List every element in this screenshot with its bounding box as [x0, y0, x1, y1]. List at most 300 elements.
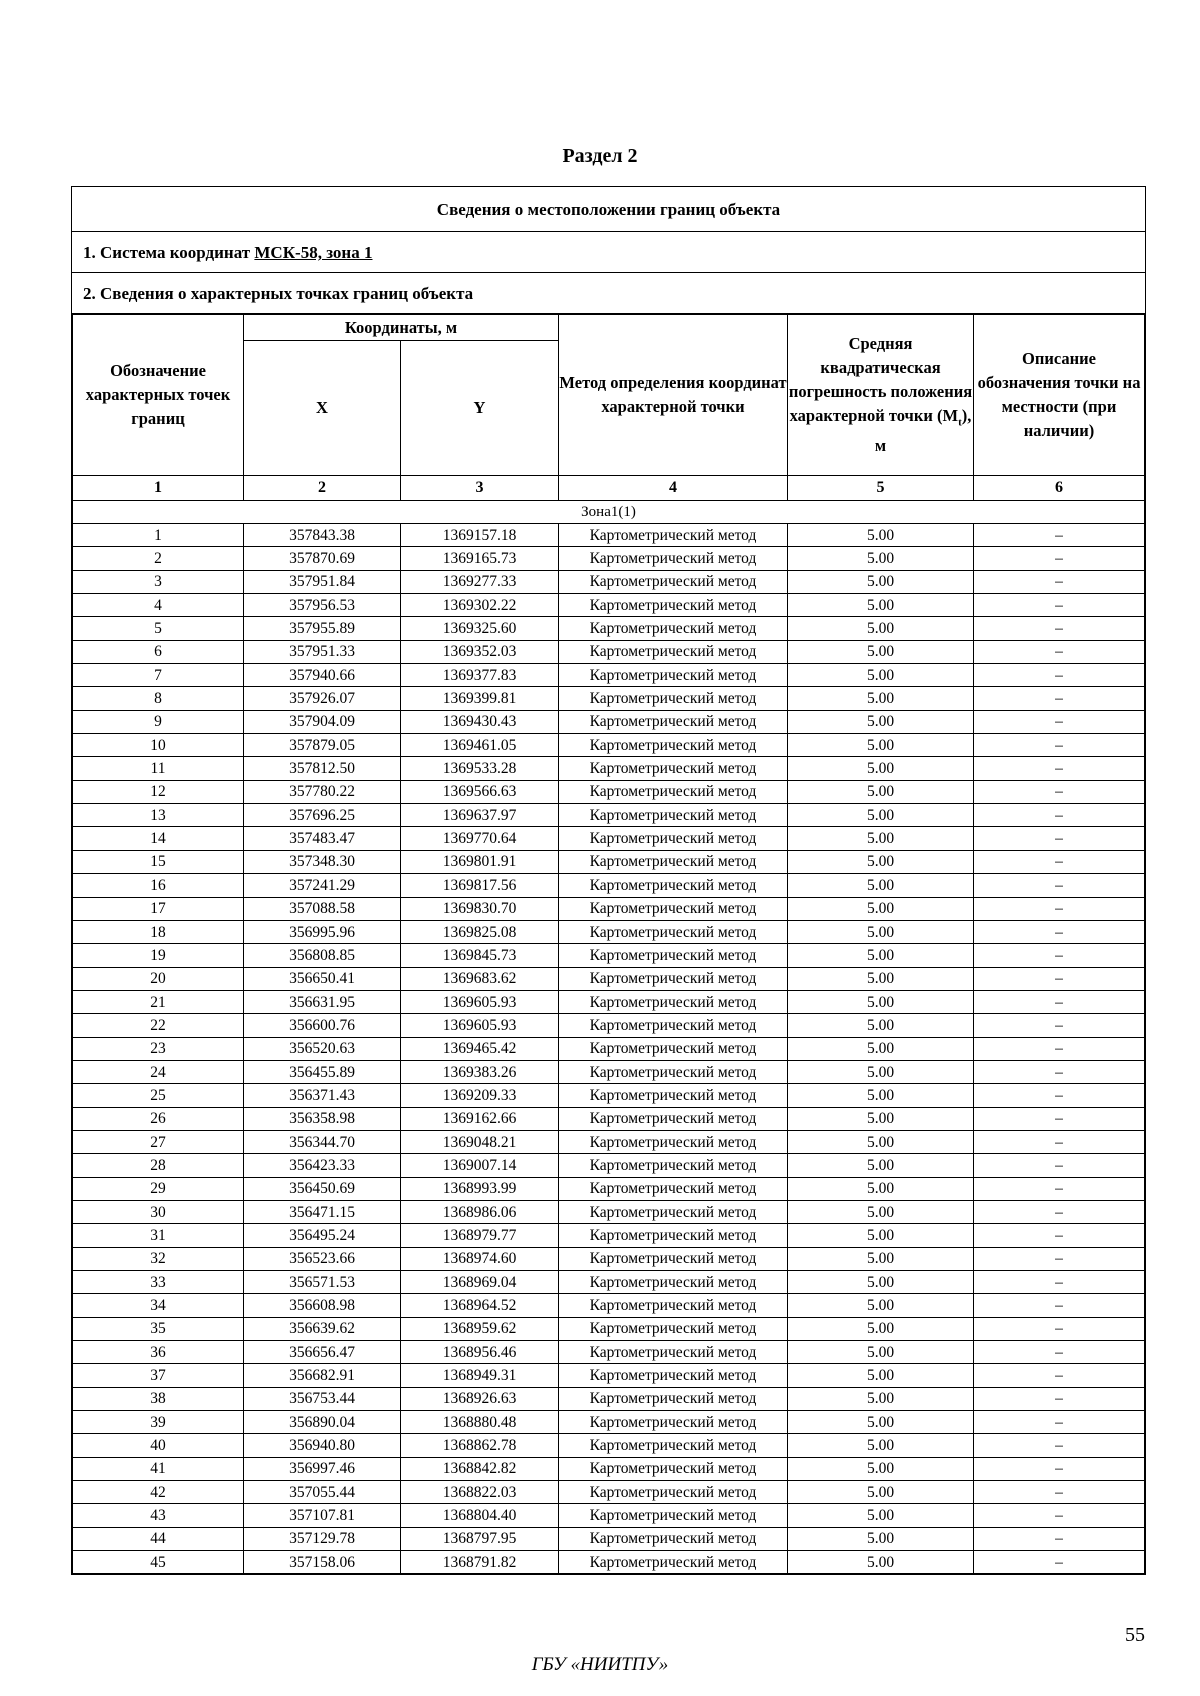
- x-cell: 357926.07: [244, 687, 401, 710]
- error-cell: 5.00: [788, 920, 974, 943]
- method-cell: Картометрический метод: [559, 1271, 788, 1294]
- y-cell: 1369817.56: [401, 874, 559, 897]
- method-cell: Картометрический метод: [559, 804, 788, 827]
- table-row: [73, 780, 1145, 803]
- description-cell: –: [974, 1060, 1145, 1083]
- boundary-info-frame: [71, 186, 1146, 1575]
- x-cell: 356995.96: [244, 920, 401, 943]
- table-row: [73, 1434, 1145, 1457]
- y-cell: 1369162.66: [401, 1107, 559, 1130]
- error-cell: 5.00: [788, 850, 974, 873]
- description-cell: –: [974, 1130, 1145, 1153]
- point-id-cell: 23: [73, 1037, 244, 1060]
- y-cell: 1369277.33: [401, 570, 559, 593]
- error-cell: 5.00: [788, 1271, 974, 1294]
- point-id-cell: 15: [73, 850, 244, 873]
- method-cell: Картометрический метод: [559, 1037, 788, 1060]
- table-row: [73, 1481, 1145, 1504]
- description-cell: –: [974, 757, 1145, 780]
- table-row: [73, 640, 1145, 663]
- table-row: [73, 1527, 1145, 1550]
- y-cell: 1369465.42: [401, 1037, 559, 1060]
- table-row: [73, 1411, 1145, 1434]
- description-cell: –: [974, 734, 1145, 757]
- x-cell: 356358.98: [244, 1107, 401, 1130]
- x-cell: 357129.78: [244, 1527, 401, 1550]
- coord-system-line: [72, 232, 1145, 273]
- x-cell: 356608.98: [244, 1294, 401, 1317]
- point-id-cell: 10: [73, 734, 244, 757]
- x-cell: 357955.89: [244, 617, 401, 640]
- error-cell: 5.00: [788, 1247, 974, 1270]
- description-cell: –: [974, 1247, 1145, 1270]
- method-cell: Картометрический метод: [559, 1411, 788, 1434]
- description-cell: –: [974, 710, 1145, 733]
- table-row: [73, 710, 1145, 733]
- table-row: [73, 1294, 1145, 1317]
- y-cell: 1368993.99: [401, 1177, 559, 1200]
- point-id-cell: 18: [73, 920, 244, 943]
- column-numbers-row: [73, 476, 1145, 501]
- error-cell: 5.00: [788, 664, 974, 687]
- x-cell: 356423.33: [244, 1154, 401, 1177]
- method-cell: Картометрический метод: [559, 897, 788, 920]
- y-cell: 1369637.97: [401, 804, 559, 827]
- y-cell: 1369845.73: [401, 944, 559, 967]
- x-cell: 356650.41: [244, 967, 401, 990]
- method-cell: Картометрический метод: [559, 1481, 788, 1504]
- error-cell: 5.00: [788, 1504, 974, 1527]
- error-cell: 5.00: [788, 547, 974, 570]
- table-row: [73, 1364, 1145, 1387]
- description-cell: –: [974, 1224, 1145, 1247]
- table-row: [73, 897, 1145, 920]
- description-cell: –: [974, 1200, 1145, 1223]
- error-cell: 5.00: [788, 1224, 974, 1247]
- column-number: 3: [401, 476, 559, 501]
- description-cell: –: [974, 874, 1145, 897]
- error-cell: 5.00: [788, 640, 974, 663]
- y-cell: 1368969.04: [401, 1271, 559, 1294]
- x-cell: 356808.85: [244, 944, 401, 967]
- point-id-cell: 25: [73, 1084, 244, 1107]
- y-cell: 1368791.82: [401, 1551, 559, 1574]
- method-cell: Картометрический метод: [559, 944, 788, 967]
- method-cell: Картометрический метод: [559, 1317, 788, 1340]
- table-row: [73, 967, 1145, 990]
- y-cell: 1369801.91: [401, 850, 559, 873]
- table-row: [73, 1551, 1145, 1574]
- point-id-cell: 39: [73, 1411, 244, 1434]
- description-cell: –: [974, 524, 1145, 547]
- error-cell: 5.00: [788, 967, 974, 990]
- table-row: [73, 1247, 1145, 1270]
- y-cell: 1369383.26: [401, 1060, 559, 1083]
- y-cell: 1369770.64: [401, 827, 559, 850]
- description-cell: –: [974, 967, 1145, 990]
- point-id-cell: 3: [73, 570, 244, 593]
- description-cell: –: [974, 1084, 1145, 1107]
- point-id-cell: 16: [73, 874, 244, 897]
- point-id-cell: 17: [73, 897, 244, 920]
- method-cell: Картометрический метод: [559, 757, 788, 780]
- description-cell: –: [974, 1504, 1145, 1527]
- y-cell: 1369352.03: [401, 640, 559, 663]
- error-cell: 5.00: [788, 1177, 974, 1200]
- point-id-cell: 44: [73, 1527, 244, 1550]
- table-row: [73, 1224, 1145, 1247]
- table-row: [73, 944, 1145, 967]
- description-cell: –: [974, 1364, 1145, 1387]
- x-cell: 356495.24: [244, 1224, 401, 1247]
- description-cell: –: [974, 920, 1145, 943]
- error-cell: 5.00: [788, 1411, 974, 1434]
- y-cell: 1368956.46: [401, 1341, 559, 1364]
- coord-system-prefix: 1. Система координат: [83, 243, 255, 262]
- y-cell: 1369830.70: [401, 897, 559, 920]
- table-row: [73, 734, 1145, 757]
- col-header-error: Средняя квадратическая погрешность положения характерной точки $(M_t)$, м: [788, 315, 974, 476]
- error-cell: 5.00: [788, 757, 974, 780]
- description-cell: –: [974, 664, 1145, 687]
- x-cell: 357107.81: [244, 1504, 401, 1527]
- column-number: 4: [559, 476, 788, 501]
- description-cell: –: [974, 990, 1145, 1013]
- table-row: [73, 547, 1145, 570]
- description-cell: –: [974, 1294, 1145, 1317]
- method-cell: Картометрический метод: [559, 1084, 788, 1107]
- method-cell: Картометрический метод: [559, 734, 788, 757]
- x-cell: 357780.22: [244, 780, 401, 803]
- x-cell: 357843.38: [244, 524, 401, 547]
- y-cell: 1369399.81: [401, 687, 559, 710]
- description-cell: –: [974, 1341, 1145, 1364]
- point-id-cell: 21: [73, 990, 244, 1013]
- table-row: [73, 1271, 1145, 1294]
- x-cell: 357483.47: [244, 827, 401, 850]
- method-cell: Картометрический метод: [559, 1107, 788, 1130]
- point-id-cell: 4: [73, 594, 244, 617]
- error-cell: 5.00: [788, 897, 974, 920]
- point-id-cell: 28: [73, 1154, 244, 1177]
- method-cell: Картометрический метод: [559, 547, 788, 570]
- point-id-cell: 22: [73, 1014, 244, 1037]
- table-row: [73, 1177, 1145, 1200]
- description-cell: –: [974, 897, 1145, 920]
- description-cell: –: [974, 850, 1145, 873]
- x-cell: 357348.30: [244, 850, 401, 873]
- description-cell: –: [974, 1107, 1145, 1130]
- method-cell: Картометрический метод: [559, 1504, 788, 1527]
- col-header-method: Метод определения координат характерной точки: [559, 315, 788, 476]
- x-cell: 356450.69: [244, 1177, 401, 1200]
- point-id-cell: 30: [73, 1200, 244, 1223]
- point-id-cell: 7: [73, 664, 244, 687]
- table-row: [73, 1154, 1145, 1177]
- method-cell: Картометрический метод: [559, 524, 788, 547]
- point-id-cell: 40: [73, 1434, 244, 1457]
- point-id-cell: 36: [73, 1341, 244, 1364]
- y-cell: 1369430.43: [401, 710, 559, 733]
- error-cell: 5.00: [788, 1037, 974, 1060]
- x-cell: 357696.25: [244, 804, 401, 827]
- x-cell: 356940.80: [244, 1434, 401, 1457]
- method-cell: Картометрический метод: [559, 1200, 788, 1223]
- x-cell: 356682.91: [244, 1364, 401, 1387]
- description-cell: –: [974, 780, 1145, 803]
- x-cell: 357904.09: [244, 710, 401, 733]
- y-cell: 1368880.48: [401, 1411, 559, 1434]
- point-id-cell: 38: [73, 1387, 244, 1410]
- table-row: [73, 664, 1145, 687]
- error-cell: 5.00: [788, 1434, 974, 1457]
- description-cell: –: [974, 1551, 1145, 1574]
- description-cell: –: [974, 1037, 1145, 1060]
- point-id-cell: 2: [73, 547, 244, 570]
- point-id-cell: 42: [73, 1481, 244, 1504]
- method-cell: Картометрический метод: [559, 1130, 788, 1153]
- description-cell: –: [974, 944, 1145, 967]
- zone-row: [73, 501, 1145, 524]
- table-row: [73, 1037, 1145, 1060]
- table-row: [73, 804, 1145, 827]
- point-id-cell: 20: [73, 967, 244, 990]
- description-cell: –: [974, 547, 1145, 570]
- description-cell: –: [974, 1014, 1145, 1037]
- y-cell: 1368797.95: [401, 1527, 559, 1550]
- y-cell: 1369377.83: [401, 664, 559, 687]
- x-cell: 357956.53: [244, 594, 401, 617]
- x-cell: 356600.76: [244, 1014, 401, 1037]
- error-cell: 5.00: [788, 524, 974, 547]
- method-cell: Картометрический метод: [559, 1457, 788, 1480]
- x-cell: 357951.33: [244, 640, 401, 663]
- x-cell: 357241.29: [244, 874, 401, 897]
- error-cell: 5.00: [788, 1200, 974, 1223]
- x-cell: 356890.04: [244, 1411, 401, 1434]
- error-cell: 5.00: [788, 1060, 974, 1083]
- method-cell: Картометрический метод: [559, 1434, 788, 1457]
- y-cell: 1369825.08: [401, 920, 559, 943]
- description-cell: –: [974, 687, 1145, 710]
- x-cell: 357951.84: [244, 570, 401, 593]
- table-row: [73, 827, 1145, 850]
- y-cell: 1369461.05: [401, 734, 559, 757]
- y-cell: 1368804.40: [401, 1504, 559, 1527]
- description-cell: –: [974, 1317, 1145, 1340]
- y-cell: 1369048.21: [401, 1130, 559, 1153]
- point-id-cell: 5: [73, 617, 244, 640]
- col-header-coords: Координаты, м: [244, 315, 559, 341]
- table-row: [73, 1387, 1145, 1410]
- table-row: [73, 850, 1145, 873]
- y-cell: 1369566.63: [401, 780, 559, 803]
- error-cell: 5.00: [788, 944, 974, 967]
- error-cell: 5.00: [788, 990, 974, 1013]
- method-cell: Картометрический метод: [559, 687, 788, 710]
- point-id-cell: 29: [73, 1177, 244, 1200]
- table-row: [73, 1084, 1145, 1107]
- table-row: [73, 1341, 1145, 1364]
- y-cell: 1369302.22: [401, 594, 559, 617]
- y-cell: 1368926.63: [401, 1387, 559, 1410]
- coord-system-value: МСК-58, зона 1: [254, 243, 373, 262]
- error-cell: 5.00: [788, 710, 974, 733]
- col-header-description: Описание обозначения точки на местности (при наличии): [974, 315, 1145, 476]
- y-cell: 1368964.52: [401, 1294, 559, 1317]
- point-id-cell: 33: [73, 1271, 244, 1294]
- point-id-cell: 14: [73, 827, 244, 850]
- method-cell: Картометрический метод: [559, 1224, 788, 1247]
- method-cell: Картометрический метод: [559, 780, 788, 803]
- x-cell: 356656.47: [244, 1341, 401, 1364]
- error-cell: 5.00: [788, 827, 974, 850]
- x-cell: 356520.63: [244, 1037, 401, 1060]
- method-cell: Картометрический метод: [559, 1294, 788, 1317]
- table-row: [73, 687, 1145, 710]
- description-cell: –: [974, 617, 1145, 640]
- zone-label: Зона1(1): [73, 501, 1145, 524]
- x-cell: 357940.66: [244, 664, 401, 687]
- point-id-cell: 9: [73, 710, 244, 733]
- description-cell: –: [974, 1411, 1145, 1434]
- point-id-cell: 31: [73, 1224, 244, 1247]
- table-row: [73, 1130, 1145, 1153]
- error-cell: 5.00: [788, 1154, 974, 1177]
- y-cell: 1368979.77: [401, 1224, 559, 1247]
- table-row: [73, 1107, 1145, 1130]
- description-cell: –: [974, 1154, 1145, 1177]
- column-number: 6: [974, 476, 1145, 501]
- description-cell: –: [974, 1271, 1145, 1294]
- y-cell: 1368822.03: [401, 1481, 559, 1504]
- point-id-cell: 34: [73, 1294, 244, 1317]
- frame-header: Сведения о местоположении границ объекта: [72, 187, 1145, 232]
- y-cell: 1369007.14: [401, 1154, 559, 1177]
- y-cell: 1368959.62: [401, 1317, 559, 1340]
- error-cell: 5.00: [788, 734, 974, 757]
- column-number: 5: [788, 476, 974, 501]
- table-row: [73, 570, 1145, 593]
- method-cell: Картометрический метод: [559, 1177, 788, 1200]
- y-cell: 1369605.93: [401, 990, 559, 1013]
- description-cell: –: [974, 594, 1145, 617]
- error-cell: 5.00: [788, 1527, 974, 1550]
- description-cell: –: [974, 1527, 1145, 1550]
- point-id-cell: 6: [73, 640, 244, 663]
- point-id-cell: 41: [73, 1457, 244, 1480]
- method-cell: Картометрический метод: [559, 874, 788, 897]
- method-cell: Картометрический метод: [559, 594, 788, 617]
- y-cell: 1369533.28: [401, 757, 559, 780]
- y-cell: 1369165.73: [401, 547, 559, 570]
- x-cell: 356523.66: [244, 1247, 401, 1270]
- x-cell: 356455.89: [244, 1060, 401, 1083]
- method-cell: Картометрический метод: [559, 827, 788, 850]
- table-row: [73, 990, 1145, 1013]
- point-id-cell: 35: [73, 1317, 244, 1340]
- method-cell: Картометрический метод: [559, 1387, 788, 1410]
- method-cell: Картометрический метод: [559, 1551, 788, 1574]
- y-cell: 1369605.93: [401, 1014, 559, 1037]
- error-cell: 5.00: [788, 804, 974, 827]
- table-row: [73, 1457, 1145, 1480]
- error-cell: 5.00: [788, 780, 974, 803]
- x-cell: 356639.62: [244, 1317, 401, 1340]
- error-cell: 5.00: [788, 1551, 974, 1574]
- table-row: [73, 1317, 1145, 1340]
- footer-org: ГБУ «НИИТПУ»: [531, 1654, 669, 1675]
- x-cell: 357088.58: [244, 897, 401, 920]
- y-cell: 1368862.78: [401, 1434, 559, 1457]
- method-cell: Картометрический метод: [559, 1014, 788, 1037]
- description-cell: –: [974, 1457, 1145, 1480]
- x-cell: 356344.70: [244, 1130, 401, 1153]
- point-id-cell: 11: [73, 757, 244, 780]
- table-row: [73, 874, 1145, 897]
- point-id-cell: 43: [73, 1504, 244, 1527]
- point-id-cell: 24: [73, 1060, 244, 1083]
- error-cell: 5.00: [788, 874, 974, 897]
- x-cell: 357055.44: [244, 1481, 401, 1504]
- description-cell: –: [974, 1387, 1145, 1410]
- table-row: [73, 1504, 1145, 1527]
- method-cell: Картометрический метод: [559, 640, 788, 663]
- table-row: [73, 1060, 1145, 1083]
- point-id-cell: 12: [73, 780, 244, 803]
- x-cell: 356571.53: [244, 1271, 401, 1294]
- description-cell: –: [974, 827, 1145, 850]
- point-id-cell: 26: [73, 1107, 244, 1130]
- y-cell: 1368974.60: [401, 1247, 559, 1270]
- header-row-top: [73, 315, 1145, 341]
- point-id-cell: 13: [73, 804, 244, 827]
- table-row: [73, 757, 1145, 780]
- table-row: [73, 524, 1145, 547]
- table-row: [73, 920, 1145, 943]
- error-cell: 5.00: [788, 1130, 974, 1153]
- error-cell: 5.00: [788, 617, 974, 640]
- error-cell: 5.00: [788, 1014, 974, 1037]
- method-cell: Картометрический метод: [559, 967, 788, 990]
- page-number: 55: [1125, 1624, 1145, 1646]
- method-cell: Картометрический метод: [559, 570, 788, 593]
- y-cell: 1369683.62: [401, 967, 559, 990]
- error-cell: 5.00: [788, 1457, 974, 1480]
- y-cell: 1369209.33: [401, 1084, 559, 1107]
- error-cell: 5.00: [788, 1341, 974, 1364]
- point-id-cell: 32: [73, 1247, 244, 1270]
- col-header-x: X: [244, 341, 401, 476]
- x-cell: 356471.15: [244, 1200, 401, 1223]
- y-cell: 1368842.82: [401, 1457, 559, 1480]
- y-cell: 1368949.31: [401, 1364, 559, 1387]
- table-row: [73, 617, 1145, 640]
- col-header-y: Y: [401, 341, 559, 476]
- point-id-cell: 27: [73, 1130, 244, 1153]
- method-cell: Картометрический метод: [559, 1341, 788, 1364]
- section-title: Раздел 2: [562, 145, 638, 167]
- method-cell: Картометрический метод: [559, 710, 788, 733]
- point-id-cell: 8: [73, 687, 244, 710]
- description-cell: –: [974, 804, 1145, 827]
- point-id-cell: 1: [73, 524, 244, 547]
- method-cell: Картометрический метод: [559, 990, 788, 1013]
- x-cell: 356371.43: [244, 1084, 401, 1107]
- method-cell: Картометрический метод: [559, 1060, 788, 1083]
- point-id-cell: 19: [73, 944, 244, 967]
- error-cell: 5.00: [788, 1317, 974, 1340]
